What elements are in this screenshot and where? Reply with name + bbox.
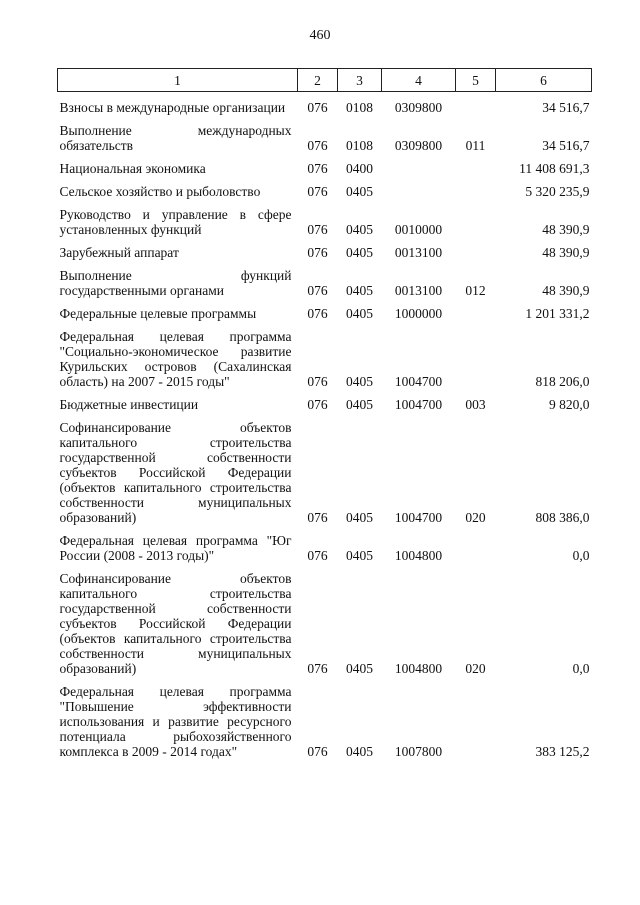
row-article-code [382,180,456,203]
row-name: Федеральная целевая программа "Юг России (2008 - 2013 годы)" [59,533,292,563]
table-row [58,264,592,302]
row-name: Софинансирование объектов капитального строительства государственной собственности субъектов Российской Федерации (объектов капитального строительства собственности муниципальных образований) [59,571,292,676]
budget-table [57,68,592,763]
row-admin-code: 076 [307,306,328,321]
row-type-code [456,325,496,393]
row-article-code: 1004700 [394,374,443,389]
row-amount: 48 390,9 [542,245,590,260]
table-row [58,325,592,393]
row-amount: 48 390,9 [542,222,590,237]
table-row [58,119,592,157]
row-admin-code: 076 [307,138,328,153]
table-header [58,69,592,92]
row-section-code: 0405 [346,510,373,525]
row-amount: 48 390,9 [542,283,590,298]
row-article-code: 0309800 [394,138,443,153]
row-section-code: 0405 [346,222,373,237]
row-amount: 34 516,7 [542,138,590,153]
table-row [58,393,592,416]
row-amount: 383 125,2 [535,744,590,759]
row-amount: 0,0 [572,661,590,676]
row-section-code: 0405 [346,374,373,389]
row-admin-code: 076 [307,245,328,260]
row-section-code: 0405 [346,283,373,298]
row-section-code: 0405 [346,548,373,563]
row-admin-code: 076 [307,374,328,389]
header-col-5: 5 [456,69,496,92]
row-name: Софинансирование объектов капитального строительства государственной собственности субъектов Российской Федерации (объектов капитального строительства собственности муниципальных образований) [59,420,292,525]
row-article-code: 0309800 [394,100,443,115]
row-name: Федеральная целевая программа "Повышение эффективности использования и развитие ресурсного потенциала рыбохозяйственного комплекса в 2009 - 2014 годах" [59,684,292,759]
row-admin-code: 076 [307,548,328,563]
table-row [58,203,592,241]
row-article-code: 1000000 [394,306,443,321]
header-col-1: 1 [58,69,298,92]
table-row [58,92,592,120]
row-article-code: 1004800 [394,661,443,676]
row-name: Федеральные целевые программы [59,306,257,321]
table-row [58,416,592,529]
table-row [58,241,592,264]
row-admin-code: 076 [307,744,328,759]
row-type-code: 003 [465,397,486,412]
row-admin-code: 076 [307,100,328,115]
row-section-code: 0405 [346,744,373,759]
row-article-code: 0010000 [394,222,443,237]
row-type-code [456,180,496,203]
row-section-code: 0405 [346,184,373,199]
row-admin-code: 076 [307,397,328,412]
row-type-code: 020 [465,510,486,525]
table-row [58,157,592,180]
row-section-code: 0108 [346,100,373,115]
row-amount: 818 206,0 [535,374,590,389]
table-body [58,92,592,764]
row-amount: 11 408 691,3 [519,161,590,176]
row-amount: 808 386,0 [535,510,590,525]
row-amount: 34 516,7 [542,100,590,115]
table-row [58,567,592,680]
row-name: Федеральная целевая программа "Социально-экономическое развитие Курильских островов (Сахалинская область) на 2007 - 2015 годы" [59,329,292,389]
row-type-code [456,241,496,264]
row-section-code: 0405 [346,306,373,321]
row-name: Национальная экономика [59,161,206,176]
row-article-code: 0013100 [394,245,443,260]
row-section-code: 0400 [346,161,373,176]
row-admin-code: 076 [307,661,328,676]
row-type-code [456,302,496,325]
table-row [58,180,592,203]
row-article-code: 1004800 [394,548,443,563]
row-admin-code: 076 [307,283,328,298]
header-row [58,69,592,92]
row-article-code [382,157,456,180]
row-type-code [456,680,496,763]
row-type-code [456,203,496,241]
row-section-code: 0108 [346,138,373,153]
header-col-4: 4 [382,69,456,92]
row-type-code: 012 [465,283,486,298]
row-section-code: 0405 [346,397,373,412]
page-number: 460 [309,28,331,43]
row-admin-code: 076 [307,184,328,199]
table-row [58,680,592,763]
header-col-3: 3 [338,69,382,92]
row-article-code: 0013100 [394,283,443,298]
row-section-code: 0405 [346,245,373,260]
row-admin-code: 076 [307,510,328,525]
row-name: Выполнение международных обязательств [59,123,292,153]
row-article-code: 1004700 [394,397,443,412]
row-amount: 0,0 [572,548,590,563]
row-type-code: 011 [465,138,486,153]
header-col-6: 6 [496,69,592,92]
row-amount: 5 320 235,9 [525,184,590,199]
row-type-code [456,92,496,120]
row-name: Выполнение функций государственными органами [59,268,292,298]
row-section-code: 0405 [346,661,373,676]
row-admin-code: 076 [307,222,328,237]
row-admin-code: 076 [307,161,328,176]
row-name: Бюджетные инвестиции [59,397,199,412]
row-article-code: 1007800 [394,744,443,759]
row-type-code: 020 [465,661,486,676]
row-type-code [456,157,496,180]
table-row [58,529,592,567]
row-article-code: 1004700 [394,510,443,525]
row-amount: 9 820,0 [549,397,590,412]
header-col-2: 2 [298,69,338,92]
row-name: Зарубежный аппарат [59,245,179,260]
table-row [58,302,592,325]
row-name: Взносы в международные организации [59,100,286,115]
row-name: Сельское хозяйство и рыболовство [59,184,261,199]
row-type-code [456,529,496,567]
row-name: Руководство и управление в сфере установленных функций [59,207,292,237]
row-amount: 1 201 331,2 [525,306,590,321]
